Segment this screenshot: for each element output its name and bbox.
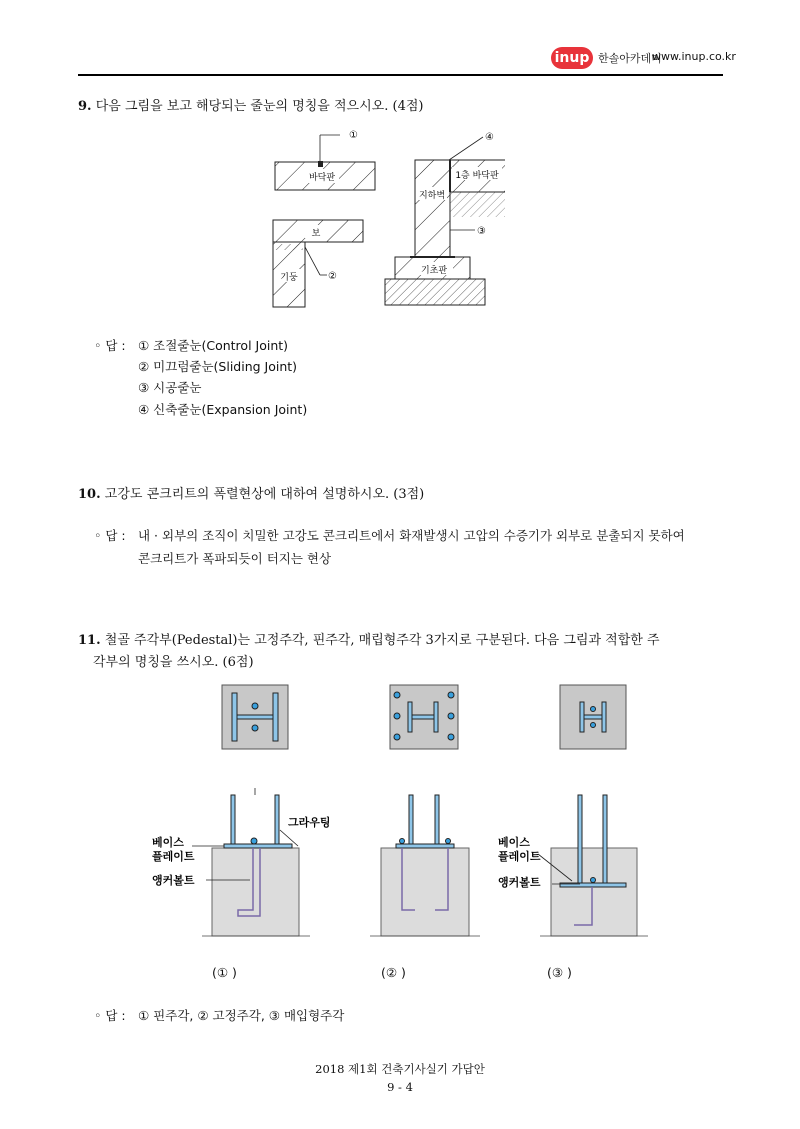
grouting-label: 그라우팅	[288, 816, 331, 829]
plan-view-2	[390, 685, 458, 749]
q10-answer-marker: ◦ 답 :	[94, 528, 126, 543]
wall-footing-drawing	[385, 137, 505, 305]
q9-answer-3: ③ 시공줄눈	[138, 380, 202, 395]
q9-answer-marker: ◦ 답 :	[94, 338, 126, 353]
svg-text:앵커볼트: 앵커볼트	[152, 874, 195, 887]
marker-3: ③	[477, 226, 486, 237]
slab-drawing	[275, 135, 375, 190]
svg-text:앵커볼트: 앵커볼트	[498, 876, 541, 889]
q10-answer-line1: 내 · 외부의 조직이 치밀한 고강도 콘크리트에서 화재발생시 고압의 수증기가 외부로 분출되지 못하여	[138, 528, 685, 543]
blank-3: (③ )	[547, 965, 572, 980]
svg-text:베이스: 베이스	[152, 836, 184, 849]
svg-text:기초판: 기초판	[420, 266, 448, 276]
plan-view-3	[560, 685, 626, 749]
svg-text:기둥: 기둥	[280, 273, 298, 283]
svg-text:보: 보	[311, 229, 321, 239]
elevation-2	[370, 795, 480, 936]
elevation-1	[202, 788, 310, 936]
question-9	[78, 95, 423, 114]
slab-label: 바닥판	[308, 173, 336, 183]
q10-answer-line2: 콘크리트가 폭파되듯이 터지는 현상	[138, 551, 332, 566]
svg-text:베이스: 베이스	[498, 836, 530, 849]
q9-answer-4: ④ 신축줄눈(Expansion Joint)	[138, 402, 308, 417]
question-11: 11. 철골 주각부(Pedestal)는 고정주각, 핀주각, 매립형주각 3가지로 구분된다. 다음 그림과 적합한 주	[78, 633, 660, 648]
joint-figure	[265, 125, 505, 315]
plan-view-1	[222, 685, 288, 749]
footer-title: 2018 제1회 건축기사실기 가답안	[315, 1062, 485, 1076]
beam-column-drawing	[273, 220, 363, 307]
blank-1: (① )	[212, 965, 237, 980]
svg-text:플레이트: 플레이트	[498, 850, 541, 863]
question-number: 9.	[78, 99, 92, 114]
svg-text:플레이트: 플레이트	[152, 850, 195, 863]
elevation-3	[540, 795, 648, 936]
page-number: 9 - 4	[387, 1080, 413, 1094]
svg-text:지하벽: 지하벽	[418, 191, 446, 201]
brand-name: 한솔아카데미	[598, 52, 662, 65]
marker-4: ④	[485, 132, 494, 143]
header-divider	[78, 74, 723, 76]
marker-1: ①	[349, 130, 358, 141]
q11-answer: ① 핀주각, ② 고정주각, ③ 매입형주각	[138, 1008, 345, 1023]
marker-2: ②	[328, 271, 337, 282]
question-10: 10. 고강도 콘크리트의 폭렬현상에 대하여 설명하시오. (3점)	[78, 487, 425, 502]
site-url[interactable]: www.inup.co.kr	[652, 50, 736, 63]
q9-answer-1: ① 조절줄눈(Control Joint)	[138, 338, 289, 353]
q11-answer-marker: ◦ 답 :	[94, 1008, 126, 1023]
q9-answer-2: ② 미끄럼줄눈(Sliding Joint)	[138, 359, 298, 374]
inup-logo: inup	[551, 47, 593, 69]
blank-2: (② )	[381, 965, 406, 980]
question-text: 다음 그림을 보고 해당되는 줄눈의 명칭을 적으시오. (4점)	[95, 99, 424, 114]
question-11-line2: 각부의 명칭을 쓰시오. (6점)	[93, 655, 254, 670]
pedestal-figure	[140, 680, 660, 980]
svg-text:1층 바닥판: 1층 바닥판	[455, 171, 499, 181]
